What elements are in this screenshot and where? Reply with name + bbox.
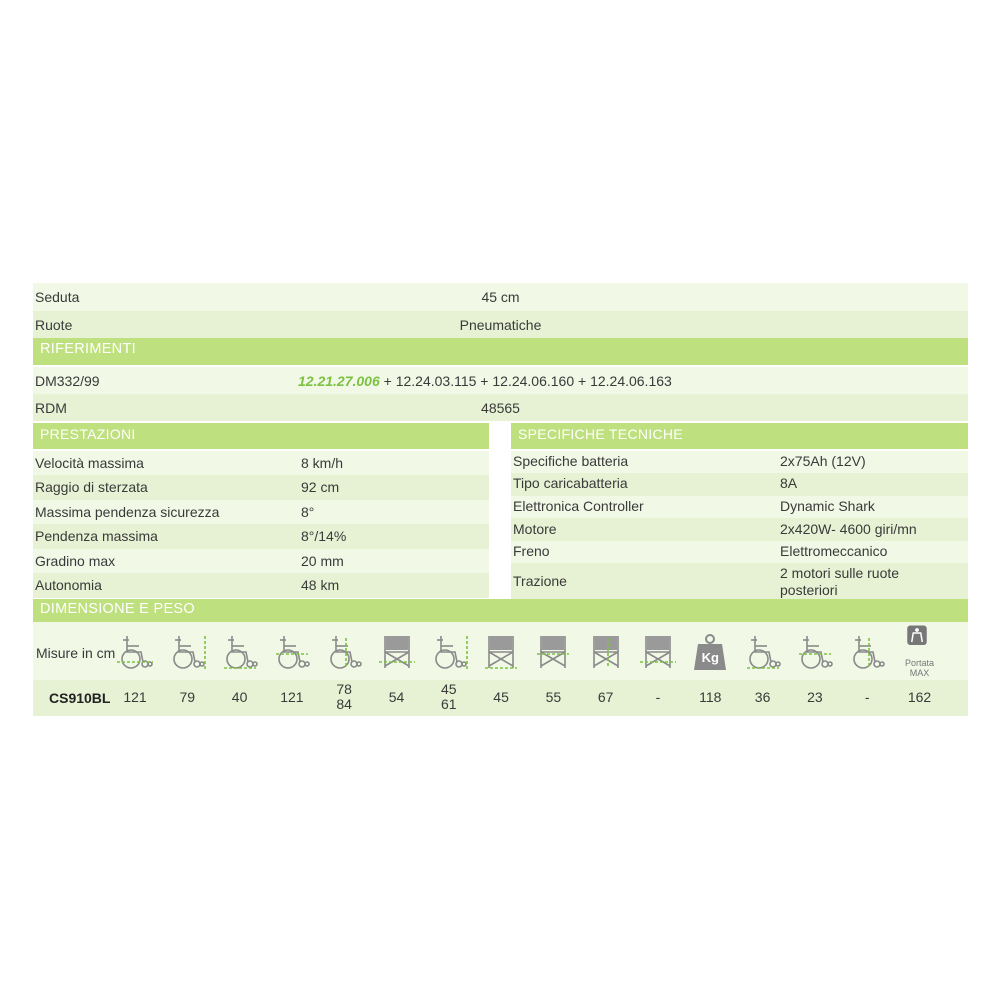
rdm-value: 48565: [481, 400, 520, 416]
prestazioni-label: Pendenza massima: [35, 528, 158, 544]
dimension-value: 54: [388, 689, 405, 705]
specifiche-label: Elettronica Controller: [513, 498, 644, 514]
weight-icon: [690, 632, 730, 672]
seduta-label: Seduta: [35, 289, 80, 305]
specifiche-row: [511, 563, 968, 600]
prestazioni-label: Autonomia: [35, 577, 102, 593]
prestazioni-row: [33, 573, 489, 598]
wheelchair-seat-width-icon: [481, 632, 521, 672]
specifiche-row: [511, 496, 968, 518]
wheelchair-length-side-icon: [272, 632, 312, 672]
prestazioni-value: 8°: [301, 504, 315, 520]
specifiche-value: Dynamic Shark: [780, 498, 875, 514]
specifiche-title: SPECIFICHE TECNICHE: [518, 426, 683, 442]
dimension-value: 45: [493, 689, 509, 705]
prestazioni-row: [33, 524, 489, 549]
prestazioni-value: 8 km/h: [301, 455, 344, 471]
ruote-row: [33, 311, 968, 338]
dimension-value: -: [655, 689, 661, 705]
specifiche-label: Tipo caricabatteria: [513, 475, 628, 491]
dimensione-header: [33, 599, 968, 622]
dimension-value-min: 45: [441, 681, 457, 697]
ruote-label: Ruote: [35, 317, 73, 333]
prestazioni-label: Massima pendenza sicurezza: [35, 504, 220, 520]
max-load-line2: MAX: [909, 668, 930, 678]
ruote-value: Pneumatiche: [459, 317, 542, 333]
wheelchair-front-width-icon: [586, 632, 626, 672]
dimension-value: 40: [231, 689, 248, 705]
prestazioni-label: Velocità massima: [35, 455, 144, 471]
dm-label: DM332/99: [35, 373, 100, 389]
specifiche-row: [511, 541, 968, 563]
dm-row: [33, 367, 968, 394]
weight-unit-label: Kg: [701, 650, 719, 665]
wheelchair-caster-icon: [847, 632, 887, 672]
specifiche-label: Trazione: [513, 573, 567, 589]
wheelchair-folded-icon: [220, 632, 260, 672]
specifiche-label: Motore: [513, 521, 557, 537]
wheelchair-back-height-icon: [533, 632, 573, 672]
prestazioni-row: [33, 451, 489, 475]
dimension-value: [429, 682, 469, 712]
dm-highlight-code: 12.21.27.006: [298, 373, 380, 389]
dimension-value: 23: [807, 689, 823, 705]
specifiche-value: 2 motori sulle ruote: [780, 565, 900, 581]
wheelchair-rear-wheel-icon: [743, 632, 783, 672]
wheelchair-length-icon: [115, 632, 155, 672]
seduta-row: [33, 283, 968, 311]
dimension-value: [324, 682, 364, 712]
specifiche-header: [511, 423, 968, 449]
dimension-value: 162: [907, 689, 932, 705]
prestazioni-value: 48 km: [301, 577, 340, 593]
wheelchair-front-folded-icon: [638, 632, 678, 672]
riferimenti-title: RIFERIMENTI: [40, 341, 136, 357]
max-load-label: [895, 658, 945, 678]
max-load-line1: Portata: [904, 658, 935, 668]
specifiche-value: 8A: [780, 475, 798, 491]
specifiche-value: Elettromeccanico: [780, 543, 888, 559]
specifiche-value-line2: posteriori: [780, 582, 838, 598]
dimensione-title: DIMENSIONE E PESO: [40, 601, 195, 617]
prestazioni-title: PRESTAZIONI: [40, 426, 136, 442]
specifiche-value: 2x420W- 4600 giri/mn: [780, 521, 917, 537]
dimension-value: 67: [597, 689, 614, 705]
prestazioni-label: Gradino max: [35, 553, 116, 569]
rdm-label: RDM: [35, 400, 67, 416]
dimension-value: 121: [280, 689, 304, 705]
wheelchair-height-side-icon: [324, 632, 364, 672]
wheelchair-front-wheel-icon: [795, 632, 835, 672]
misure-label: Misure in cm: [36, 645, 116, 661]
prestazioni-label: Raggio di sterzata: [35, 479, 148, 495]
prestazioni-value: 20 mm: [301, 553, 344, 569]
dm-codes: [298, 373, 672, 389]
seduta-value: 45 cm: [481, 289, 520, 305]
dimension-value: 36: [754, 689, 771, 705]
specifiche-value: 2x75Ah (12V): [780, 453, 866, 469]
prestazioni-value: 92 cm: [301, 479, 340, 495]
dm-other-codes: + 12.24.03.115 + 12.24.06.160 + 12.24.06.163: [379, 373, 672, 389]
dimension-value-min: 78: [336, 681, 352, 697]
wheelchair-width-front-icon: [377, 632, 417, 672]
prestazioni-value: 8°/14%: [301, 528, 347, 544]
dimension-values-row: [33, 680, 968, 716]
specifiche-row: [511, 473, 968, 496]
dimension-value-max: 61: [441, 696, 457, 712]
specifiche-label: Freno: [513, 543, 550, 559]
dimension-icons-row: [33, 622, 968, 680]
specifiche-label: Specifiche batteria: [513, 453, 629, 469]
riferimenti-header: [33, 338, 968, 365]
specifiche-row: [511, 518, 968, 541]
dimension-value: 79: [179, 689, 196, 705]
prestazioni-header: [33, 423, 489, 449]
specifiche-row: [511, 451, 968, 473]
dimension-value: 121: [123, 689, 147, 705]
max-load-icon: [900, 624, 940, 678]
dimension-value-max: 84: [336, 696, 352, 712]
prestazioni-row: [33, 475, 489, 500]
wheelchair-seat-height-icon: [429, 632, 469, 672]
dimension-value: -: [864, 689, 870, 705]
wheelchair-height-icon: [167, 632, 207, 672]
rdm-row: [33, 394, 968, 421]
model-code: CS910BL: [49, 690, 111, 706]
dimension-value: 55: [545, 689, 562, 705]
prestazioni-row: [33, 500, 489, 524]
dimension-value: 118: [699, 689, 722, 705]
prestazioni-row: [33, 549, 489, 573]
